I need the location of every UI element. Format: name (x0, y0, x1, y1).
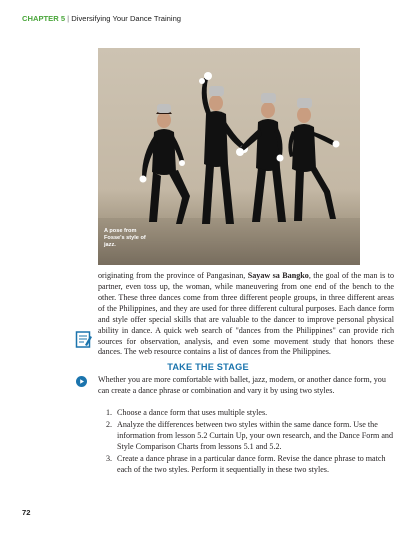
body-text-before: originating from the province of Pangasinan, (98, 271, 248, 280)
section-title: TAKE THE STAGE (167, 362, 249, 372)
video-play-icon[interactable] (76, 376, 87, 387)
header-separator: | (67, 14, 70, 23)
step-number: 1. (106, 408, 113, 417)
list-item (106, 454, 394, 476)
chapter-label: CHAPTER 5 (22, 14, 66, 23)
step-number: 2. (106, 419, 113, 429)
list-item (106, 420, 394, 453)
page-number: 72 (22, 508, 31, 517)
running-header (22, 14, 181, 23)
step-text: Create a dance phrase in a particular dance form. Revise the dance phrase to match each of the two styles. Perform it sequentially in these two styles. (117, 453, 386, 474)
body-paragraph (98, 271, 394, 358)
body-text-after: , the goal of the man is to partner, even toss up, the woman, while maneuvering from one end of the bench to the other. These three dances come from three different people groups, in three different areas of the Philippines, and they are used for three different cultural purposes. Each dance form and style offer special skills that are valuable to the dancer to improve personal physical ability in dance. A quick web search of "dances from the Philippines" can provide rich sources for observation, analysis, and even some movement study that honors these dances. The web resource contains a list of dances from the Philippines. (98, 271, 394, 357)
chapter-title: Diversifying Your Dance Training (71, 14, 182, 23)
step-number: 3. (106, 453, 113, 463)
section-intro: Whether you are more comfortable with ballet, jazz, modern, or another dance form, you can create a dance phrase or combination and vary it by using two styles. (98, 375, 386, 395)
photo-caption: A pose from Fosse's style of jazz. (104, 228, 146, 248)
dance-name: Sayaw sa Bangko (247, 271, 309, 280)
step-text: Analyze the differences between two styles within the same dance form. Use the information from lesson 5.2 Curtain Up, your own research, and the Dance Form and Style Comparison Charts from lessons 5.1 and 5.2. (117, 419, 394, 451)
web-resource-icon (75, 330, 92, 349)
steps-list (106, 408, 394, 477)
step-text: Choose a dance form that uses multiple styles. (117, 408, 268, 417)
list-item (106, 408, 394, 419)
